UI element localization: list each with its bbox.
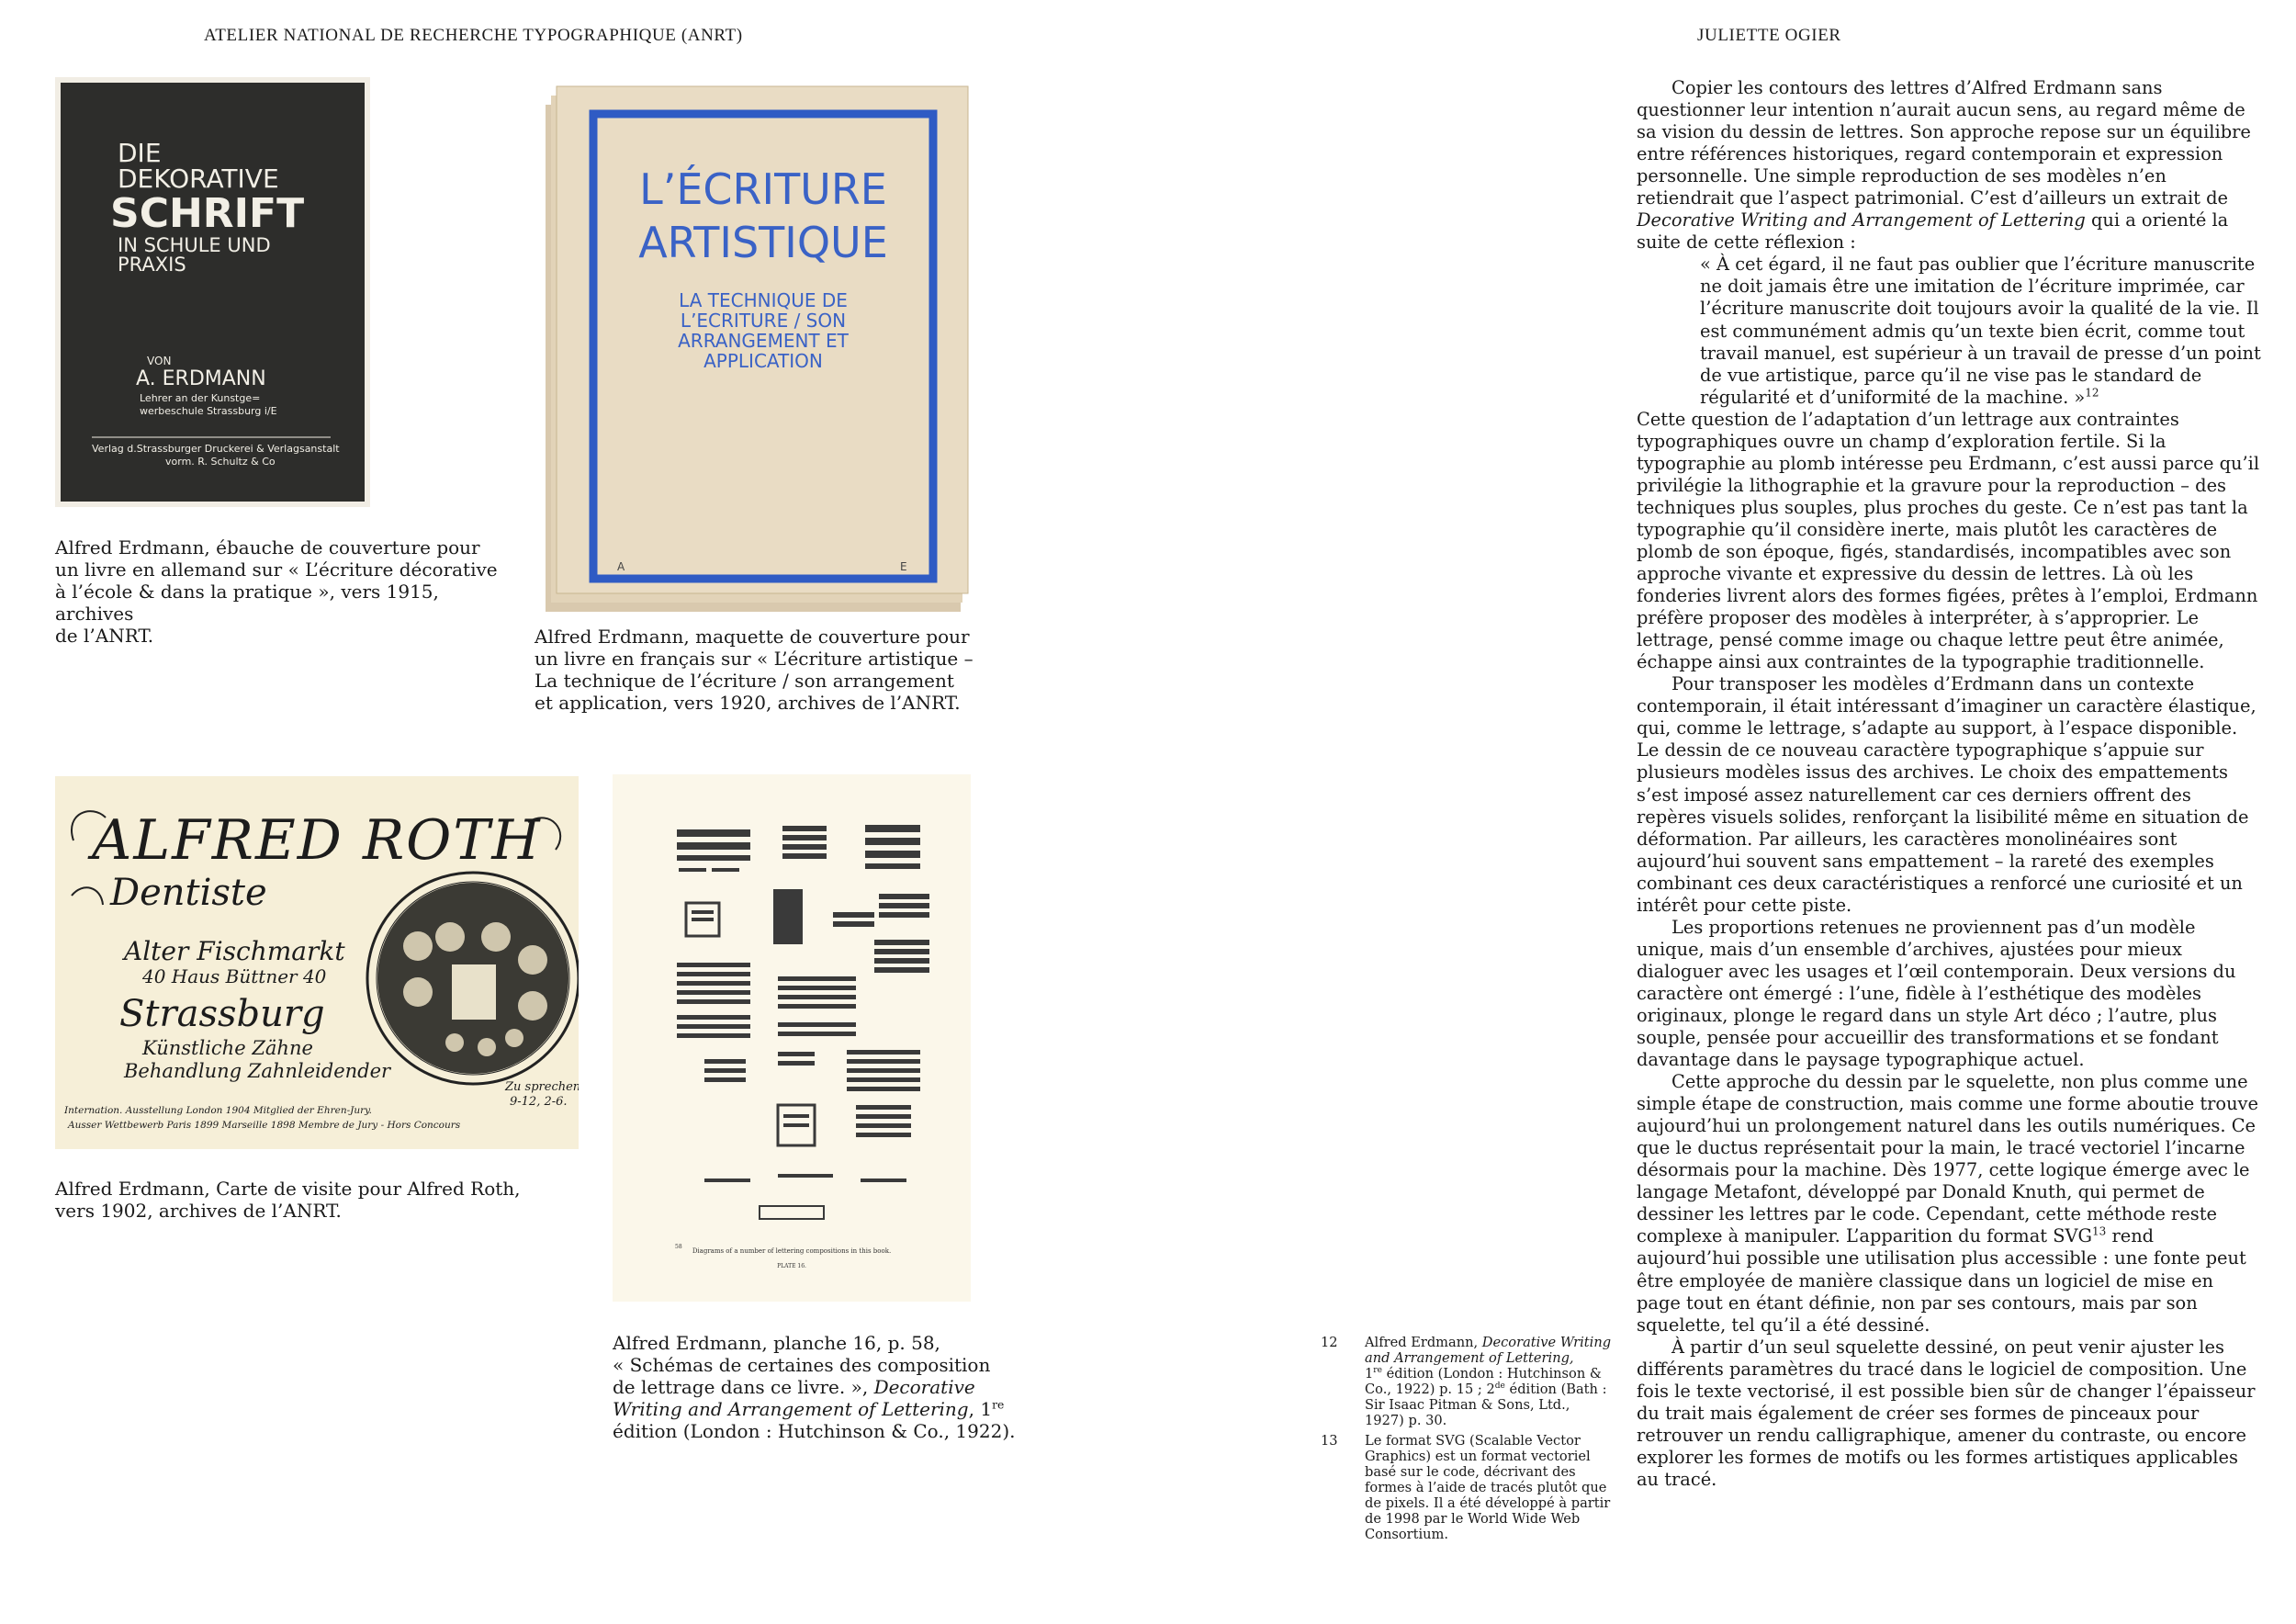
card-profession: Dentiste	[110, 872, 267, 914]
footnote-ref: 13	[2091, 1224, 2107, 1238]
cover2-subtitle-line: ARRANGEMENT ET	[678, 330, 849, 352]
card-consult: Zu sprechen:	[505, 1080, 579, 1094]
caption-figure-4	[613, 1332, 1090, 1442]
cover1-publisher: Verlag d.Strassburger Druckerei & Verlagsanstalt	[92, 443, 340, 455]
caption-line	[613, 1398, 1090, 1420]
body-book-title: Decorative Writing and Arrangement of Lettering	[1637, 209, 2086, 231]
figure-die-dekorative-schrift	[55, 77, 370, 507]
caption-line: « Schémas de certaines des composition	[613, 1354, 991, 1376]
caption-line: Alfred Erdmann, planche 16, p. 58,	[613, 1332, 940, 1354]
footnote-text	[1365, 1335, 1613, 1428]
quote-text: « À cet égard, il ne faut pas oublier que l’écriture manuscrite ne doit jamais être une imitation de l’écriture imprimée, car l’écriture manuscrite doit toujours avoir la qualité de la vie. Il est communément admis qu’un texte bien écrit, comme tout travail manuel, est supérieur à un travail de presse d’un point de vue artistique, parce qu’il ne vise pas le standard de régularité et d’uniformité de la machine. »	[1700, 254, 2261, 408]
caption-line: un livre en allemand sur « L’écriture décorative	[55, 558, 498, 581]
body-fragment: Copier les contours des lettres d’Alfred Erdmann sans questionner leur intention n’aurait aucun sens, au regard même de sa vision du dessin de lettres. Son approche repose sur un équilibre entre références historiques, regard contemporain et expression personnelle. Une simple reproduction de ses modèles n’en retiendrait que l’aspect patrimonial. C’est d’ailleurs un extrait de	[1637, 77, 2251, 209]
body-fragment: qui a orienté la suite de cette réflexion :	[1637, 209, 2229, 254]
cover2-title-line: L’ÉCRITURE	[639, 164, 887, 214]
cover2-corner-letter: A	[617, 560, 625, 573]
cover1-title-line: DEKORATIVE	[118, 164, 279, 194]
body-fragment: Cette approche du dessin par le squelette, non plus comme une simple étape de construction, mais comme une forme aboutie trouve aujourd’hui un prolongement naturel dans les outils numériques. Ce que le ductus représentait pour la main, le tracé vectoriel l’incarne désormais pour la machine. Dès 1977, cette logique émerge avec le langage Metafont, développé par Donald Knuth, qui permet de dessiner les lettres par le code. Cependant, cette méthode reste complexe à manipuler. L’apparition du format SVG	[1637, 1071, 2258, 1247]
caption-line: édition (London : Hutchinson & Co., 1922).	[613, 1420, 1016, 1442]
body-fragment: rend aujourd’hui possible une utilisation plus accessible : une fonte peut être employée de manière classique dans un logiciel de mise en page tout en étant définie, non par ses contours, mais par son squelette, tel qu’il a été dessiné.	[1637, 1225, 2246, 1336]
business-card-illustration	[55, 776, 579, 1149]
footnote-number: 13	[1321, 1433, 1338, 1449]
caption-line: et application, vers 1920, archives de l’ANRT.	[535, 692, 961, 714]
footnote-fragment: édition (London : Hutchinson & Co., 1922) p. 15 ; 2	[1365, 1366, 1602, 1397]
cover2-subtitle-line: L’ECRITURE / SON	[680, 310, 847, 332]
card-footer: Ausser Wettbewerb Paris 1899 Marseille 1898 Membre de Jury - Hors Concours	[68, 1120, 461, 1131]
plate-caption: Diagrams of a number of lettering compositions in this book.	[692, 1247, 892, 1255]
caption-superscript: re	[992, 1397, 1005, 1412]
caption-line: de l’ANRT.	[55, 625, 154, 647]
article-body	[1637, 77, 2261, 1491]
footnote-fragment: Alfred Erdmann,	[1365, 1335, 1482, 1350]
cover-ecriture-artistique	[542, 83, 970, 614]
footnote-text: Le format SVG (Scalable Vector Graphics) est un format vectoriel basé sur le code, décrivant des formes à l’aide de tracés plutôt que de pixels. Il a été développé à partir de 1998 par le World Wide Web Consortium.	[1365, 1433, 1611, 1542]
cover1-title-line: DIE	[118, 138, 162, 168]
plate-16-diagrams	[613, 774, 971, 1302]
caption-line: La technique de l’écriture / son arrangement	[535, 670, 954, 692]
cover1-title-line: PRAXIS	[118, 254, 186, 276]
body-paragraph: Pour transposer les modèles d’Erdmann dans un contexte contemporain, il était intéressant d’imaginer un caractère élastique, qui, comme le lettrage, s’adapte au support, à l’espace disponible. Le dessin de ce nouveau caractère typographique s’appuie sur plusieurs modèles issus des archives. Le choix des empattements s’est imposé assez naturellement car ces derniers offrent des repères visuels solides, renforçant la lisibilité même en situation de déformation. Par ailleurs, les caractères monolinéaires sont aujourd’hui souvent sans empattement – la rareté des exemples combinant ces deux caractéristiques a renforcé une curiosité et un intérêt pour cette piste.	[1637, 673, 2257, 916]
card-name: ALFRED ROTH	[92, 808, 542, 873]
caption-line: un livre en français sur « L’écriture artistique –	[535, 648, 974, 670]
caption-line: Alfred Erdmann, Carte de visite pour Alfred Roth,	[55, 1178, 521, 1200]
cover2-subtitle-line: LA TECHNIQUE DE	[679, 289, 848, 311]
cover1-title-main: SCHRIFT	[110, 190, 305, 237]
cover2-subtitle-line: APPLICATION	[703, 350, 823, 372]
cover2-title-line: ARTISTIQUE	[638, 218, 888, 267]
footnote-book-title: Decorative Writing and Arrangement of Lettering,	[1365, 1335, 1612, 1366]
caption-line: Alfred Erdmann, ébauche de couverture pour	[55, 536, 480, 558]
card-house: 40 Haus Büttner 40	[142, 965, 327, 987]
footnote-fragment: 1	[1365, 1366, 1374, 1382]
body-paragraph: Cette question de l’adaptation d’un lettrage aux contraintes typographiques ouvre un champ d’exploration fertile. Si la typographie au plomb intéresse peu Erdmann, c’est aussi parce qu’il privilégie la lithographie et la gravure pour la reproduction – des techniques plus souples, plus proches du geste. Ce n’est pas tant la typographie qu’il considère inerte, mais plutôt les caractères de plomb de son époque, figés, standardisés, incompatibles avec son approche vivante et expressive du dessin de lettres. Là où les fonderies livrent alors des formes figées, prêtes à l’emploi, Erdmann préfère proposer des modèles à interpréter, à s’approprier. Le lettrage, pensé comme image ou chaque lettre peut être animée, échappe ainsi aux contraintes de la typographie traditionnelle.	[1637, 408, 2260, 673]
running-header-left: ATELIER NATIONAL DE RECHERCHE TYPOGRAPHIQUE (ANRT)	[204, 26, 743, 45]
caption-figure-2	[535, 626, 1012, 714]
caption-line: Alfred Erdmann, maquette de couverture pour	[535, 626, 970, 648]
caption-fragment: , 1	[968, 1398, 993, 1420]
caption-figure-3	[55, 1178, 569, 1222]
caption-line: à l’école & dans la pratique », vers 1915, archives	[55, 581, 439, 625]
footnote-13	[1321, 1433, 1624, 1552]
footnote-number: 12	[1321, 1335, 1338, 1350]
cover1-publisher: vorm. R. Schultz & Co	[165, 456, 276, 468]
cover1-author: A. ERDMANN	[136, 367, 266, 390]
card-city: Strassburg	[119, 993, 325, 1035]
cover2-corner-letter: E	[900, 560, 907, 573]
body-paragraph	[1637, 1071, 2261, 1336]
caption-fragment: de lettrage dans ce livre. »,	[613, 1376, 874, 1398]
cover1-author-sub: Lehrer an der Kunstge=	[140, 392, 261, 404]
footnote-12	[1321, 1335, 1624, 1427]
cover1-author-sub: werbeschule Strassburg i/E	[140, 405, 277, 417]
footnote-ref: 12	[2085, 386, 2099, 400]
figure-plate-16	[613, 774, 971, 1302]
caption-line	[613, 1376, 1090, 1398]
card-line: Behandlung Zahnleidender	[124, 1060, 391, 1082]
caption-figure-1	[55, 536, 514, 647]
plate-label: PLATE 16.	[777, 1263, 806, 1269]
caption-book-title: Writing and Arrangement of Lettering	[613, 1398, 969, 1420]
plate-page-number: 58	[675, 1244, 682, 1250]
footnote-superscript: de	[1494, 1382, 1505, 1392]
card-street: Alter Fischmarkt	[124, 936, 345, 966]
cover1-title-line: IN SCHULE UND	[118, 234, 271, 256]
card-consult: 9-12, 2-6.	[510, 1095, 568, 1109]
card-footer: Internation. Ausstellung London 1904 Mitglied der Ehren-Jury.	[64, 1105, 373, 1116]
block-quote	[1637, 254, 2261, 408]
footnote-fragment: édition (Bath : Sir Isaac Pitman & Sons, Ltd., 1927) p. 30.	[1365, 1382, 1607, 1428]
body-paragraph: Les proportions retenues ne proviennent pas d’un modèle unique, mais d’un ensemble d’archives, ajustées pour mieux dialoguer avec les usages et l’œil contemporain. Deux versions du caractère ont émergé : l’une, fidèle à l’esthétique des modèles originaux, plonge le regard dans un style Art déco ; l’autre, plus souple, pensée pour accueillir des transformations et se fondant davantage dans le paysage typographique actuel.	[1637, 916, 2236, 1071]
caption-book-title: Decorative	[873, 1376, 975, 1398]
figure-ecriture-artistique	[542, 83, 970, 614]
cover-die-dekorative-schrift	[55, 77, 370, 507]
running-header-right: JULIETTE OGIER	[1697, 26, 1841, 45]
caption-line: vers 1902, archives de l’ANRT.	[55, 1200, 342, 1222]
cover1-von: VON	[147, 355, 172, 367]
figure-alfred-roth-card	[55, 776, 579, 1149]
body-paragraph	[1637, 77, 2261, 254]
card-line: Künstliche Zähne	[142, 1037, 313, 1059]
footnote-superscript: re	[1373, 1366, 1382, 1376]
body-paragraph: À partir d’un seul squelette dessiné, on peut venir ajuster les différents paramètres du tracé dans le logiciel de composition. Une fois le texte vectorisé, il est possible bien sûr de changer l’épaisseur du trait mais également de créer ses formes de pinceaux pour retrouver un rendu calligraphique, amener du contraste, ou encore explorer les formes de motifs ou les formes artistiques applicables au tracé.	[1637, 1336, 2256, 1490]
